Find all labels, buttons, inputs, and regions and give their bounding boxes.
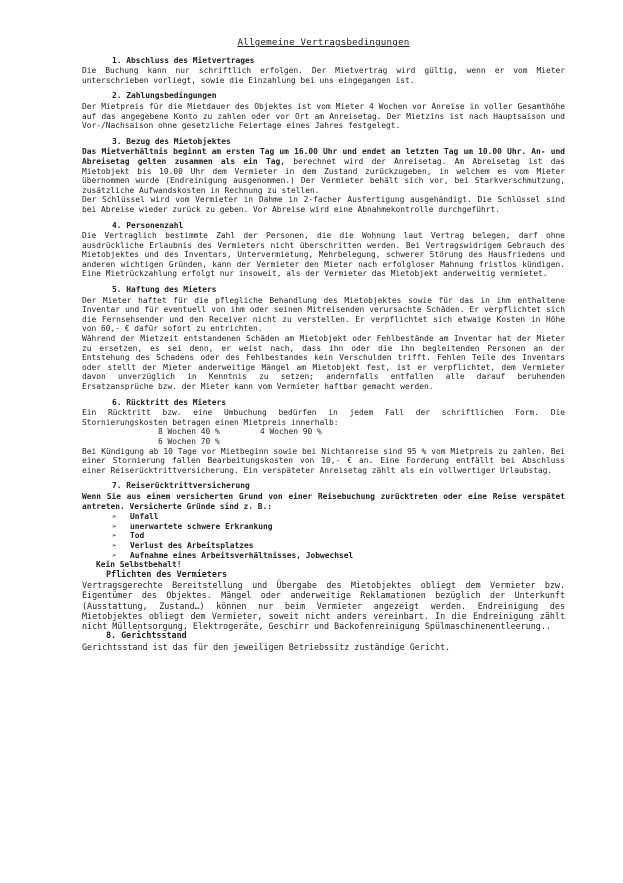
section-5-damages-text: Während der Mietzeit entstandenen Schäden am Mietobjekt oder Fehlbestände am Inventar hat der Mieter zu ersetzen, es sei denn, er weist nach, dass ihn oder die ihn begleitenden Personen an der Entstehung des Schadens oder des Fehlbestandes kein Verschulden trifft. Fehlen Teile des Inventars oder stellt der Mieter anderweitige Mängel am Mietobjekt fest, ist er verpflichtet, dem Vermieter davon unverzüglich in Kenntnis zu setzen; andernfalls entfallen alle darauf beruhenden Ersatzansprüche bzw. der Mieter kann vom Vermieter haftbar gemacht werden. [82, 334, 565, 391]
list-item: ➢ unerwartete schwere Erkrankung [112, 521, 273, 531]
arrow-bullet-icon: ➢ [112, 540, 117, 550]
list-item: ➢ Unfall [112, 512, 159, 522]
section-6-text: Ein Rücktritt bzw. eine Umbuchung bedürfen in jedem Fall der schriftlichen Form. Die Stornierungskosten betragen einen Mietpreis innerhalb: [82, 408, 565, 427]
section-tenant-liability [82, 285, 565, 392]
section-8-text: Gerichtsstand ist das für den jeweiligen Betriebssitz zuständige Gericht. [82, 641, 451, 652]
list-item: ➢ Aufnahme eines Arbeitsverhältnisses, Jobwechsel [112, 550, 354, 560]
rate-8-weeks: 8 Wochen 40 % [158, 427, 220, 437]
section-3-heading: 3. Bezug des Mietobjektes [112, 136, 231, 146]
section-5-text: Der Mieter haftet für die pflegliche Behandlung des Mietobjektes sowie für das in ihm enthaltene Inventar und für eventuell von ihm oder seinen Mitreisenden verursachte Schäden. Er verpflichtet sich die Fernsehsender und den Receiver nicht zu verstellen. Er verpflichtet sich etwaige Kosten in Höhe von 60,- € dafür sofort zu entrichten. [82, 295, 565, 334]
section-contract-conclusion [82, 56, 565, 86]
document-title: Allgemeine Vertragsbedingungen [237, 37, 410, 48]
arrow-bullet-icon: ➢ [112, 550, 117, 560]
section-tenant-withdrawal [82, 398, 565, 476]
section-7-lead: Wenn Sie aus einem versicherten Grund von einer Reisebuchung zurücktreten oder eine Reise verspätet antreten. Versicherte Gründe sind z. B.: [82, 491, 565, 511]
section-4-heading: 4. Personenzahl [112, 220, 184, 230]
rate-6-weeks: 6 Wochen 70 % [158, 436, 220, 446]
section-occupancy [82, 221, 565, 280]
section-4-text: Die Vertraglich bestimmte Zahl der Personen, die die Wohnung laut Vertrag belegen, darf ohne ausdrückliche Erlaubnis des Vermieters nicht überschritten werden. Bei Vertragswidrigem Gebrauch des Mietobjektes und des Inventars, Untervermietung, Mehrbelegung, schwerer Störung des Hausfriedens und anderen wichtigen Gründen, kann der Vermieter den Mieter nach erfolgloser Mahnung fristlos kündigen. Eine Mietrückzahlung erfolgt nur insoweit, als der Vermieter das Mietobjekt anderweitig vermietet. [82, 231, 565, 279]
list-item: ➢ Tod [112, 531, 145, 541]
section-6-fees-text: Bei Kündigung ab 10 Tage vor Mietbeginn sowie bei Nichtanreise sind 95 % vom Mietpreis zu zahlen. Bei einer Stornierung fallen Bearbeitungskosten von 10,- € an. Eine Forderung entfällt bei Abschluss einer Reiserücktrittversicherung. Ein verspäteter Anreisetag zählt als ein vollwertiger Urlaubstag. [82, 446, 565, 475]
section-3-paragraph [82, 147, 565, 195]
section-move-in [82, 137, 565, 215]
section-6-heading: 6. Rücktritt des Mieters [112, 397, 227, 407]
section-3-text: berechnet wird der Anreisetag. Am Abreisetag ist das Mietobjekt bis 10.00 Uhr dem Vermieter in dem Zustand zurückzugeben, in welchem es vom Mieter übernommen wurde (Endreinigung ausgenommen.) Der Vermieter behält sich vor, bei Starkverschmutzung, zusätzliche Aufwandskosten in Rechnung zu stellen. [82, 156, 566, 195]
section-2-text: Der Mietpreis für die Mietdauer des Objektes ist vom Mieter 4 Wochen vor Anreise in voller Gesamthöhe auf das angegebene Konto zu zahlen oder vor Ort am Anreisetag. Der Mietzins ist nach Hauptsaison und Vor-/Nachsaison ohne gesetzliche Feiertage eines Jahres festgelegt. [82, 101, 565, 131]
section-payment-terms [82, 91, 565, 130]
section-8-heading: 8. Gerichtsstand [106, 630, 187, 641]
section-1-text: Die Buchung kann nur schriftlich erfolgen. Der Mietvertrag wird gültig, wenn er vom Mieter unterschrieben vorliegt, sowie die Einzahlung bei uns eingegangen ist. [82, 66, 565, 85]
arrow-bullet-icon: ➢ [112, 531, 117, 541]
list-item: ➢ Verlust des Arbeitsplatzes [112, 540, 254, 550]
section-1-heading: 1. Abschluss des Mietvertrages [112, 55, 255, 65]
insured-reasons-list [112, 512, 565, 560]
arrow-bullet-icon: ➢ [112, 521, 117, 531]
no-deductible-note: Kein Selbstbehalt! [96, 560, 182, 570]
section-3-key-text: Der Schlüssel wird vom Vermieter in Dahme in 2-facher Ausfertigung ausgehändigt. Die Schlüssel sind bei Abreise wieder zurück zu geben. Vor Abreise wird eine Abnahmekontrolle durchgeführt. [82, 195, 565, 214]
cancellation-rates [158, 427, 565, 446]
landlord-duties-heading: Pflichten des Vermieters [106, 568, 228, 579]
section-2-heading: 2. Zahlungsbedingungen [112, 91, 217, 101]
section-3-bold-text: Das Mietverhältnis beginnt am ersten Tag um 16.00 Uhr und endet am letzten Tag um 10.00 Uhr. An- und Abreisetag gelten zusammen als ein Tag, [82, 147, 565, 166]
section-travel-insurance [82, 481, 565, 652]
section-7-heading: 7. Reiserücktrittversicherung [112, 481, 250, 491]
landlord-duties-text: Vertragsgerechte Bereitstellung und Übergabe des Mietobjektes obliegt dem Vermieter bzw. Eigentümer des Objektes. Mängel oder anderweitige Reklamationen bezüglich der Unterkunft (Ausstattung, Zustand…) können nur beim Vermieter angezeigt werden. Endreinigung des Mietobjektes obliegt dem Vermieter, soweit nicht anders vereinbart. In die Endreinigung zählt nicht Müllentsorgung, Elektrogeräte, Geschirr und Backofenreinigung Spülmaschinenentleerung.. [82, 580, 565, 632]
section-5-heading: 5. Haftung des Mieters [112, 285, 217, 295]
arrow-bullet-icon: ➢ [112, 512, 117, 522]
rate-4-weeks: 4 Wochen 90 % [260, 427, 322, 437]
